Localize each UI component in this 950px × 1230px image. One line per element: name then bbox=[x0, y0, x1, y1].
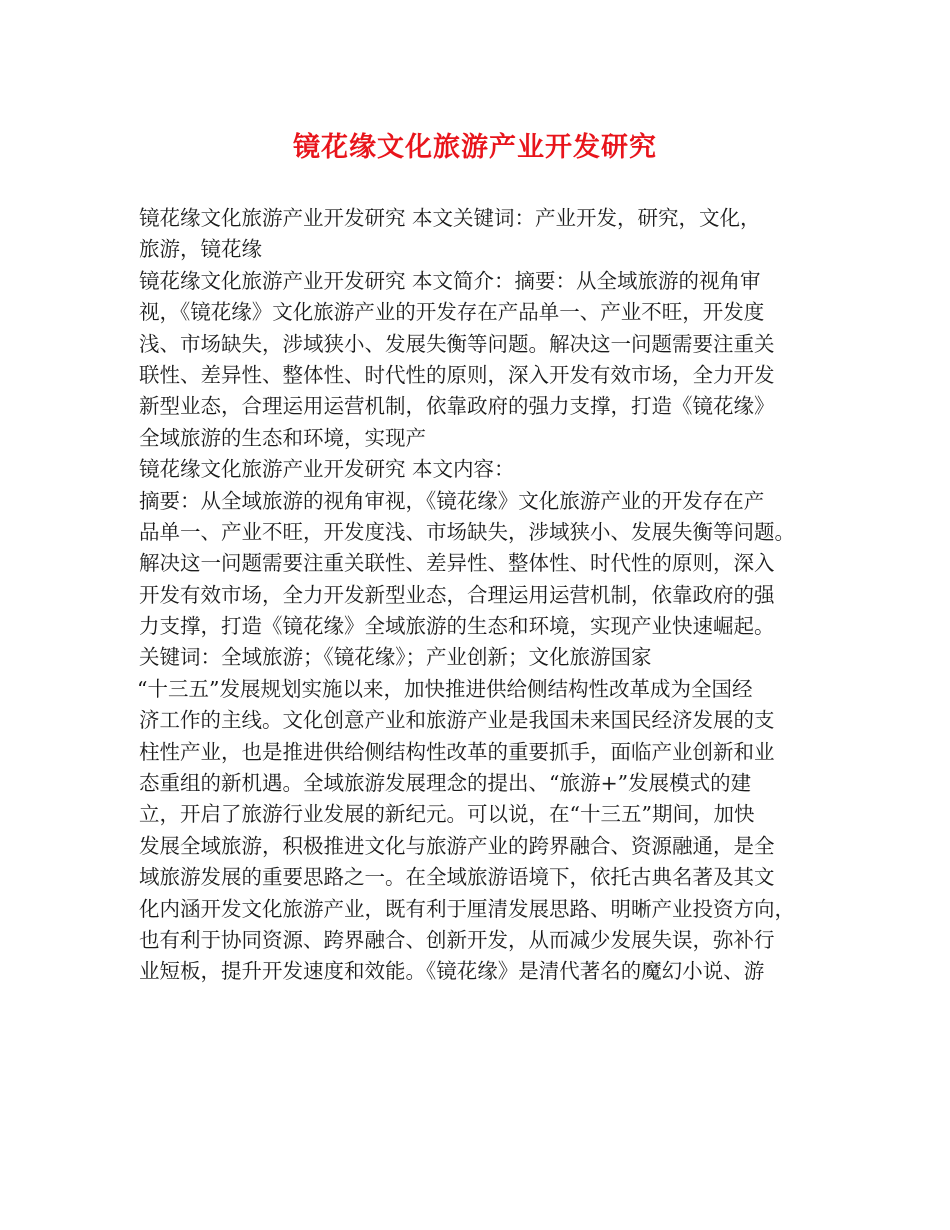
body-line: 发展全域旅游，积极推进文化与旅游产业的跨界融合、资源融通，是全 bbox=[139, 833, 775, 858]
body-line: 开发有效市场，全力开发新型业态，合理运用运营机制，依靠政府的强 bbox=[139, 582, 775, 607]
body-line: 镜花缘文化旅游产业开发研究 本文关键词：产业开发，研究，文化， bbox=[139, 206, 761, 230]
body-line: 也有利于协同资源、跨界融合、创新开发，从而减少发展失误，弥补行 bbox=[139, 927, 775, 952]
body-line: 摘要：从全域旅游的视角审视，《镜花缘》文化旅游产业的开发存在产 bbox=[139, 488, 765, 513]
body-line: 立，开启了旅游行业发展的新纪元。可以说，在“十三五”期间，加快 bbox=[139, 802, 755, 827]
body-line: 关键词：全域旅游；《镜花缘》；产业创新；文化旅游国家 bbox=[139, 645, 652, 670]
body-line: “十三五”发展规划实施以来，加快推进供给侧结构性改革成为全国经 bbox=[137, 676, 753, 701]
body-line: 新型业态，合理运用运营机制，依靠政府的强力支撑，打造《镜花缘》 bbox=[139, 394, 775, 419]
body-line: 业短板，提升开发速度和效能。《镜花缘》是清代著名的魔幻小说、游 bbox=[139, 959, 765, 984]
body-line: 济工作的主线。文化创意产业和旅游产业是我国未来国民经济发展的支 bbox=[139, 708, 775, 733]
body-line: 域旅游发展的重要思路之一。在全域旅游语境下，依托古典名著及其文 bbox=[139, 865, 775, 890]
body-line: 化内涵开发文化旅游产业，既有利于厘清发展思路、明晰产业投资方向， bbox=[139, 896, 795, 921]
body-line: 浅、市场缺失，涉域狭小、发展失衡等问题。解决这一问题需要注重关 bbox=[139, 331, 775, 356]
document-title: 镜花缘文化旅游产业开发研究 bbox=[293, 132, 657, 163]
body-line: 力支撑，打造《镜花缘》全域旅游的生态和环境，实现产业快速崛起。 bbox=[139, 614, 775, 639]
body-line: 柱性产业，也是推进供给侧结构性改革的重要抓手，面临产业创新和业 bbox=[139, 739, 775, 764]
body-line: 态重组的新机遇。全域旅游发展理念的提出、“旅游+”发展模式的建 bbox=[139, 771, 752, 796]
body-line: 镜花缘文化旅游产业开发研究 本文内容： bbox=[139, 457, 515, 482]
body-line: 旅游，镜花缘 bbox=[139, 237, 262, 262]
document-body bbox=[139, 203, 829, 988]
body-line: 镜花缘文化旅游产业开发研究 本文简介：摘要：从全域旅游的视角审 bbox=[139, 268, 761, 293]
body-line: 解决这一问题需要注重关联性、差异性、整体性、时代性的原则，深入 bbox=[139, 551, 775, 576]
body-line: 联性、差异性、整体性、时代性的原则，深入开发有效市场，全力开发 bbox=[139, 362, 775, 387]
body-line: 全域旅游的生态和环境，实现产 bbox=[139, 425, 426, 450]
body-line: 视，《镜花缘》文化旅游产业的开发存在产品单一、产业不旺，开发度 bbox=[139, 300, 765, 325]
body-line: 品单一、产业不旺，开发度浅、市场缺失，涉域狭小、发展失衡等问题。 bbox=[139, 519, 795, 544]
